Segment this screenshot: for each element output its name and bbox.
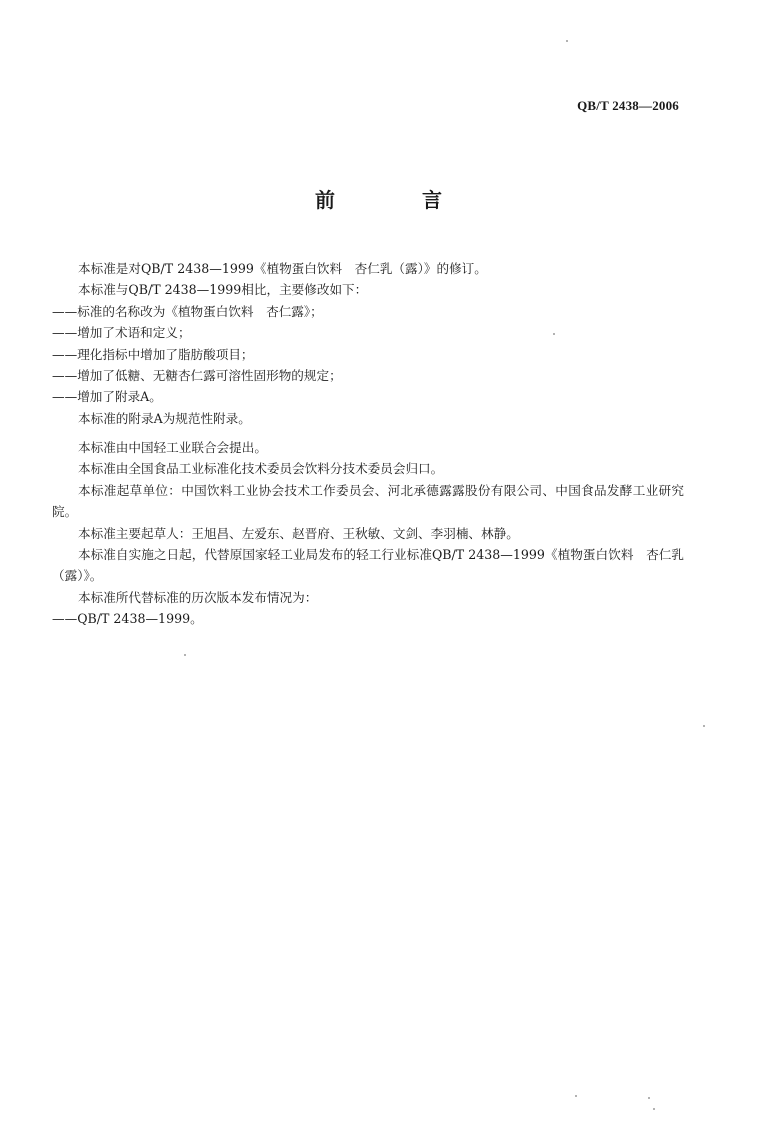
scan-speck [575,1095,577,1097]
change-item: ——增加了低糖、无糖杏仁露可溶性固形物的规定； [52,368,342,384]
scan-speck [184,654,186,656]
scan-speck [648,1097,650,1099]
standard-code: QB/T 2438—2006 [577,98,679,113]
change-item: ——理化指标中增加了脂肪酸项目； [52,346,254,362]
revision-section [52,258,684,429]
scan-speck [703,725,705,727]
history-item: ——QB/T 2438—1999。 [52,611,203,627]
drafters: 本标准主要起草人：王旭昌、左爱东、赵晋府、王秋敏、文剑、李羽楠、林静。 [78,525,519,541]
change-item: ——增加了附录A。 [52,389,162,405]
history-intro: 本标准所代替标准的历次版本发布情况为： [78,589,318,605]
managed-by: 本标准由全国食品工业标准化技术委员会饮料分技术委员会归口。 [78,461,444,477]
scan-speck [566,40,568,42]
change-item: ——标准的名称改为《植物蛋白饮料 杏仁露》； [52,303,323,319]
drafting-units: 本标准起草单位：中国饮料工业协会技术工作委员会、河北承德露露股份有限公司、中国食品发酵工业研究院。 [52,482,684,520]
comparison-intro: 本标准与QB/T 2438—1999相比，主要修改如下： [78,282,368,298]
appendix-note: 本标准的附录A为规范性附录。 [78,410,251,426]
revision-intro: 本标准是对QB/T 2438—1999《植物蛋白饮料 杏仁乳（露）》的修订。 [78,261,487,276]
change-item: ——增加了术语和定义； [52,325,191,341]
replacement-statement: 本标准自实施之日起，代替原国家轻工业局发布的轻工行业标准QB/T 2438—1999《植物蛋白饮料 杏仁乳（露）》。 [52,547,684,584]
page-title: 前 言 [315,188,482,212]
scan-speck [653,1108,655,1110]
scan-speck [553,333,555,335]
proposed-by: 本标准由中国轻工业联合会提出。 [78,440,267,455]
responsibility-section [52,437,684,630]
